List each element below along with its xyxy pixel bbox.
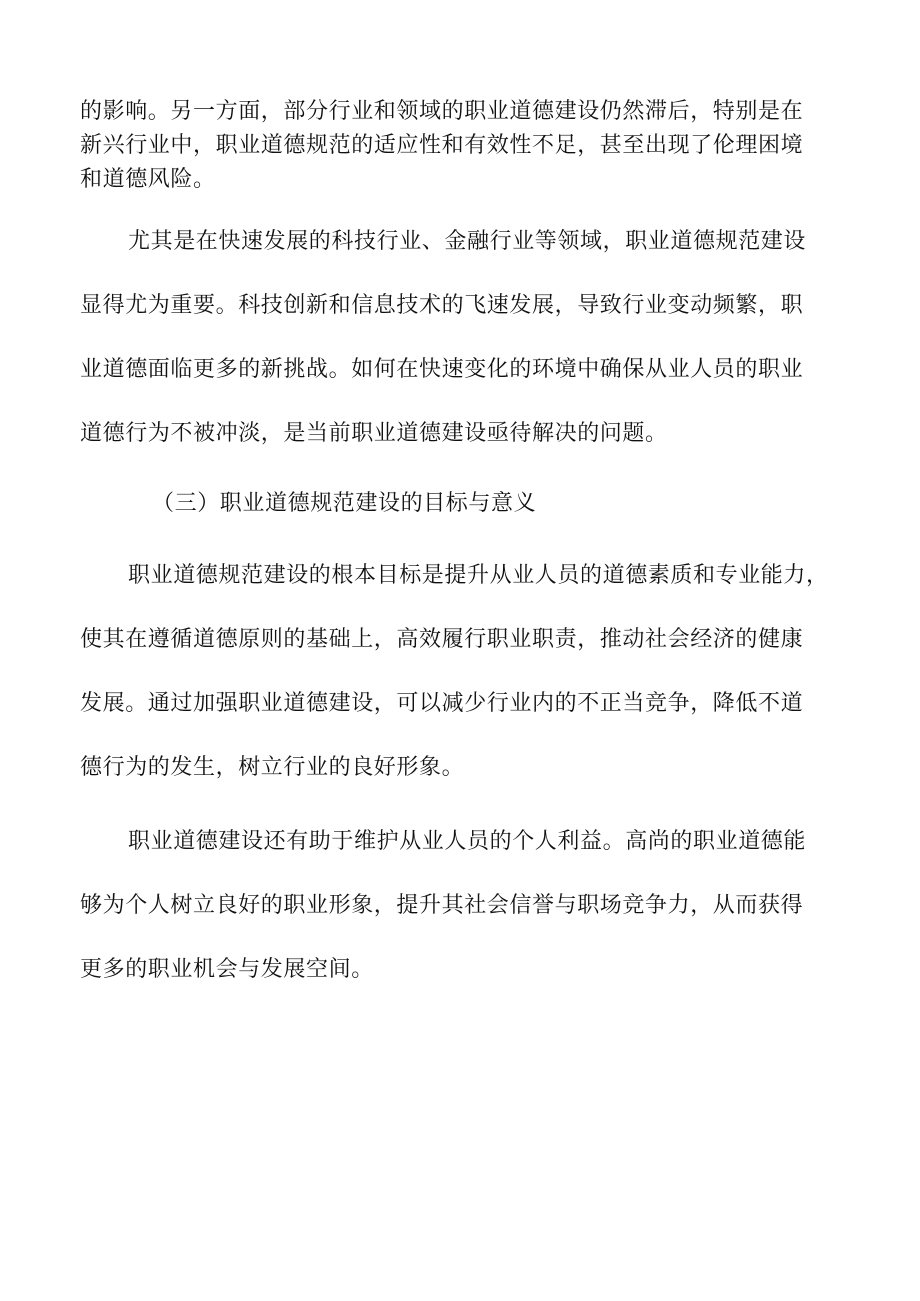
continuation-line-2: 新兴行业中，职业道德规范的适应性和有效性不足，甚至出现了伦理困境 (80, 133, 804, 158)
paragraph-2-line-2: 使其在遵循道德原则的基础上，高效履行职业职责，推动社会经济的健康 (80, 627, 804, 652)
paragraph-1-line-4: 道德行为不被冲淡，是当前职业道德建设亟待解决的问题。 (80, 421, 668, 446)
paragraph-3-line-3: 更多的职业机会与发展空间。 (80, 957, 374, 982)
paragraph-2-line-1: 职业道德规范建设的根本目标是提升从业人员的道德素质和专业能力， (128, 563, 829, 588)
paragraph-3-line-1: 职业道德建设还有助于维护从业人员的个人利益。高尚的职业道德能 (128, 829, 807, 854)
paragraph-1-line-1: 尤其是在快速发展的科技行业、金融行业等领域，职业道德规范建设 (128, 229, 807, 254)
continuation-line-1: 的影响。另一方面，部分行业和领域的职业道德建设仍然滞后，特别是在 (80, 99, 804, 124)
paragraph-2-line-4: 德行为的发生，树立行业的良好形象。 (80, 755, 465, 780)
paragraph-2-line-3: 发展。通过加强职业道德建设，可以减少行业内的不正当竞争，降低不道 (80, 691, 804, 716)
section-heading: （三）职业道德规范建设的目标与意义 (152, 491, 537, 516)
continuation-line-3: 和道德风险。 (80, 167, 216, 192)
paragraph-1-line-3: 业道德面临更多的新挑战。如何在快速变化的环境中确保从业人员的职业 (80, 357, 804, 382)
paragraph-1-line-2: 显得尤为重要。科技创新和信息技术的飞速发展，导致行业变动频繁，职 (80, 293, 804, 318)
paragraph-3-line-2: 够为个人树立良好的职业形象，提升其社会信誉与职场竞争力，从而获得 (80, 893, 804, 918)
